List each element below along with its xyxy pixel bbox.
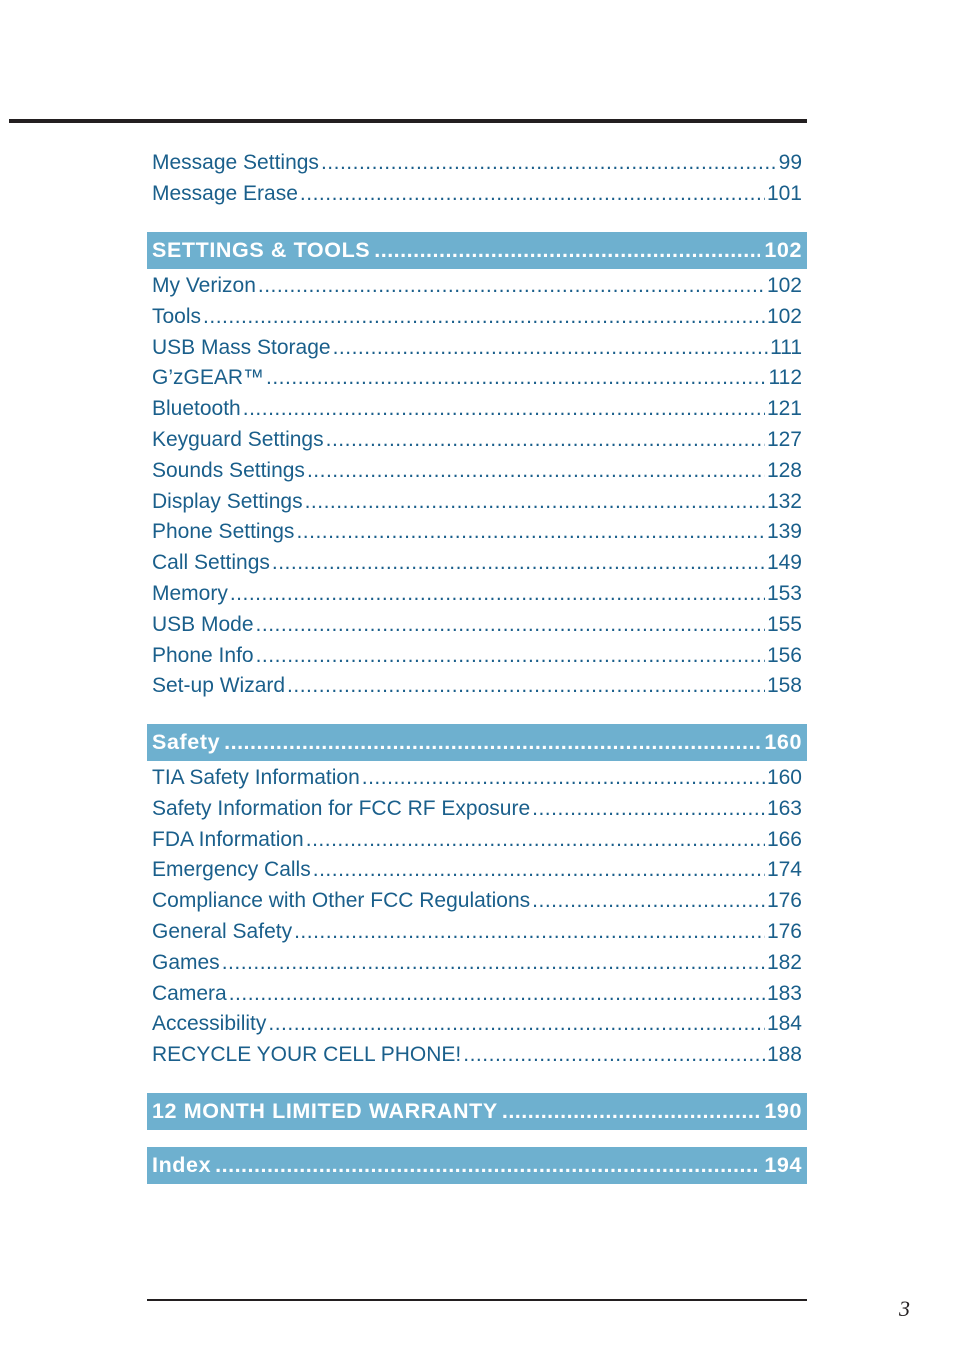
toc-entry-page: 127 <box>766 427 802 451</box>
section-label: 12 MONTH LIMITED WARRANTY <box>152 1099 498 1123</box>
toc-entry[interactable] <box>147 613 807 644</box>
toc-entry[interactable] <box>147 397 807 428</box>
toc-entry[interactable] <box>147 428 807 459</box>
toc-entry-label: Compliance with Other FCC Regulations <box>152 889 531 913</box>
toc-entry-page: 156 <box>766 643 802 667</box>
top-rule <box>9 119 807 123</box>
toc-entry[interactable] <box>147 982 807 1013</box>
toc-group-safety <box>147 766 807 1074</box>
toc-entry[interactable] <box>147 305 807 336</box>
dot-leader <box>374 238 760 263</box>
dot-leader <box>362 766 765 790</box>
toc-entry[interactable] <box>147 520 807 551</box>
toc-entry-label: Message Erase <box>152 181 298 205</box>
toc-entry-page: 121 <box>766 397 802 421</box>
dot-leader <box>203 305 765 329</box>
section-label: Safety <box>152 730 221 754</box>
dot-leader <box>532 797 765 821</box>
dot-leader <box>502 1099 760 1124</box>
toc-entry-label: Display Settings <box>152 489 303 513</box>
section-page: 102 <box>764 238 802 262</box>
section-header-index[interactable] <box>147 1147 807 1184</box>
toc-entry-page: 111 <box>770 335 802 359</box>
dot-leader <box>243 397 765 421</box>
section-label: Index <box>152 1153 212 1177</box>
toc-entry-label: Phone Info <box>152 643 254 667</box>
toc-entry[interactable] <box>147 858 807 889</box>
section-header-safety[interactable] <box>147 724 807 761</box>
dot-leader <box>287 674 765 698</box>
bottom-rule <box>147 1299 807 1301</box>
dot-leader <box>296 520 765 544</box>
toc-entry-page: 176 <box>766 889 802 913</box>
toc-entry-label: Tools <box>152 304 202 328</box>
toc-entry-page: 112 <box>768 366 802 390</box>
toc-entry-page: 153 <box>766 581 802 605</box>
toc-entry-page: 176 <box>766 919 802 943</box>
toc-entry[interactable] <box>147 920 807 951</box>
toc-entry-label: My Verizon <box>152 274 256 297</box>
toc-entry-label: Message Settings <box>152 151 319 174</box>
toc-entry-page: 160 <box>766 766 802 789</box>
toc-entry[interactable] <box>147 490 807 521</box>
toc-entry-page: 184 <box>766 1012 802 1036</box>
toc-entry-page: 158 <box>766 674 802 698</box>
toc-group-settings-tools <box>147 274 807 705</box>
toc-entry-label: Sounds Settings <box>152 458 305 482</box>
toc-entry[interactable] <box>147 274 807 305</box>
toc-entry[interactable] <box>147 766 807 797</box>
section-header-warranty[interactable] <box>147 1093 807 1130</box>
toc-entry-page: 188 <box>766 1043 802 1067</box>
dot-leader <box>229 982 765 1006</box>
toc-entry-label: Phone Settings <box>152 520 295 544</box>
dot-leader <box>307 459 765 483</box>
toc-entry[interactable] <box>147 459 807 490</box>
dot-leader <box>294 920 765 944</box>
section-header-settings-tools[interactable] <box>147 232 807 269</box>
toc-entry-label: Games <box>152 950 220 974</box>
dot-leader <box>256 613 765 637</box>
dot-leader <box>258 274 765 298</box>
toc-group-messaging <box>147 151 807 213</box>
toc-entry-page: 102 <box>766 274 802 297</box>
dot-leader <box>321 151 777 175</box>
dot-leader <box>305 490 765 514</box>
toc-entry-page: 166 <box>766 827 802 851</box>
toc-entry-page: 155 <box>766 612 802 636</box>
toc-entry-page: 101 <box>766 181 802 205</box>
toc-entry[interactable] <box>147 1043 807 1074</box>
toc-entry-label: USB Mass Storage <box>152 335 331 359</box>
toc-entry[interactable] <box>147 182 807 213</box>
toc-entry-label: USB Mode <box>152 612 254 636</box>
toc-entry-label: TIA Safety Information <box>152 766 360 789</box>
toc-entry[interactable] <box>147 1012 807 1043</box>
toc-entry[interactable] <box>147 151 807 182</box>
section-page: 160 <box>764 730 802 754</box>
dot-leader <box>326 428 765 452</box>
toc-entry[interactable] <box>147 366 807 397</box>
toc-entry-label: Accessibility <box>152 1012 267 1036</box>
toc-entry-page: 102 <box>766 304 802 328</box>
toc-entry[interactable] <box>147 797 807 828</box>
toc-entry-label: Safety Information for FCC RF Exposure <box>152 796 531 820</box>
toc-entry-page: 183 <box>766 981 802 1005</box>
dot-leader <box>230 582 765 606</box>
dot-leader <box>333 336 769 360</box>
toc-entry[interactable] <box>147 828 807 859</box>
toc-entry-label: Camera <box>152 981 227 1005</box>
dot-leader <box>532 889 765 913</box>
toc-entry-label: Keyguard Settings <box>152 427 324 451</box>
toc-entry-label: G’zGEAR™ <box>152 366 265 390</box>
toc-entry-label: Memory <box>152 581 228 605</box>
toc-entry-label: Set-up Wizard <box>152 674 286 698</box>
dot-leader <box>266 366 767 390</box>
toc-entry-label: FDA Information <box>152 827 304 851</box>
dot-leader <box>222 951 765 975</box>
toc-entry-label: Emergency Calls <box>152 858 311 882</box>
dot-leader <box>306 828 765 852</box>
dot-leader <box>272 551 765 575</box>
dot-leader <box>300 182 765 206</box>
toc-entry-page: 163 <box>766 796 802 820</box>
section-page: 190 <box>764 1099 802 1123</box>
dot-leader <box>215 1153 760 1178</box>
toc-entry[interactable] <box>147 674 807 705</box>
toc-entry[interactable] <box>147 551 807 582</box>
page-number: 3 <box>899 1296 910 1321</box>
dot-leader <box>268 1012 765 1036</box>
toc-entry-page: 132 <box>766 489 802 513</box>
section-page: 194 <box>764 1153 802 1177</box>
section-label: SETTINGS & TOOLS <box>152 238 371 262</box>
dot-leader <box>256 644 765 668</box>
toc-entry-page: 99 <box>778 151 802 174</box>
toc-entry-page: 182 <box>766 950 802 974</box>
toc-entry-label: General Safety <box>152 919 293 943</box>
toc-entry-label: Bluetooth <box>152 397 241 421</box>
toc-entry[interactable] <box>147 582 807 613</box>
dot-leader <box>463 1043 765 1067</box>
toc-entry-page: 128 <box>766 458 802 482</box>
toc-entry[interactable] <box>147 951 807 982</box>
toc-entry[interactable] <box>147 336 807 367</box>
toc-entry[interactable] <box>147 644 807 675</box>
toc-entry-label: RECYCLE YOUR CELL PHONE! <box>152 1043 462 1067</box>
toc-entry-label: Call Settings <box>152 551 270 575</box>
toc-entry[interactable] <box>147 889 807 920</box>
toc-entry-page: 139 <box>766 520 802 544</box>
dot-leader <box>313 858 765 882</box>
toc-entry-page: 174 <box>766 858 802 882</box>
dot-leader <box>224 730 760 755</box>
toc-entry-page: 149 <box>766 551 802 575</box>
